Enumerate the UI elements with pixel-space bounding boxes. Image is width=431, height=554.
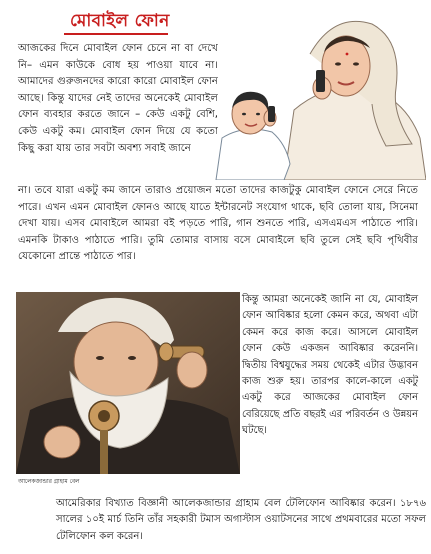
child-phone-icon: [268, 106, 275, 122]
child-shirt: [216, 129, 290, 180]
photo-caption: আলেকজান্ডার গ্রাহাম বেল: [18, 479, 80, 485]
mother-child-phone-illustration: [214, 14, 426, 180]
continued-paragraph: না। তবে যারা একটু কম জানে তারাও প্রয়োজন মতো তাদের কাজটুকু মোবাইল ফোনে সেরে নিতে পারে। এখন এমন মোবাইল ফোনও আছে যাতে ইন্টারনেট সংযোগ থাকে, ছবি তোলা যায়, সিনেমা দেখা যায়। এসব মোবাইলে আমরা বই পড়তে পারি, গান শুনতে পারি, এসএমএস পাঠাতে পারি। এমনকি টাকাও পাঠাতে পারি। তুমি তোমার বাসায় বসে মোবাইলে ছবি তুলে সেই ছবি পৃথিবীর যেকোনো প্রান্তে পাঠাতে পার।: [18, 185, 418, 263]
title-underline: [64, 33, 168, 35]
invention-paragraph: কিন্তু আমরা অনেকেই জানি না যে, মোবাইল ফোন আবিষ্কার হলো কেমন করে, অথবা এটা কেমন করে কাজ করে। আসলে মোবাইল ফোন কেউ একজন আবিষ্কার করেননি। দ্বিতীয় বিশ্বযুদ্ধের সময় থেকেই এটার উদ্ভাবন কাজ শুরু হয়। তারপর কালে-কালে একটু একটু করে আজকের মোবাইল ফোন বেরিয়েছে প্রতি বছরই এর পরিবর্তন ও উন্নয়ন ঘটছে।: [242, 294, 418, 437]
mother-phone-icon: [316, 70, 325, 92]
graham-bell-portrait: [16, 292, 240, 474]
bell-paragraph: আমেরিকার বিখ্যাত বিজ্ঞানী আলেকজান্ডার গ্রাহাম বেল টেলিফোন আবিষ্কার করেন। ১৮৭৬ সালের ১০ই মার্চ তিনি তাঁর সহকারী টমাস অগাস্টাস ওয়াটসনের সাথে প্রথমবারের মতো সফল টেলিফোন কল করেন।: [56, 498, 426, 542]
page-title: মোবাইল ফোন: [70, 11, 170, 31]
intro-paragraph: আজকের দিনে মোবাইল ফোন চেনে না বা দেখে নি– এমন কাউকে বোধ হয় পাওয়া যাবে না। আমাদের গুরুজনদের কারো কারো মোবাইল ফোন আছে। কিন্তু যাদের নেই তাদের অনেকেই মোবাইল ফোন ব্যবহার করতে জানে – কেউ একটু বেশি, কেউ একটু কম। মোবাইল ফোন দিয়ে যে কতো কিছু করা যায় তার সবটা অবশ্য সবাই জানে: [18, 43, 218, 154]
